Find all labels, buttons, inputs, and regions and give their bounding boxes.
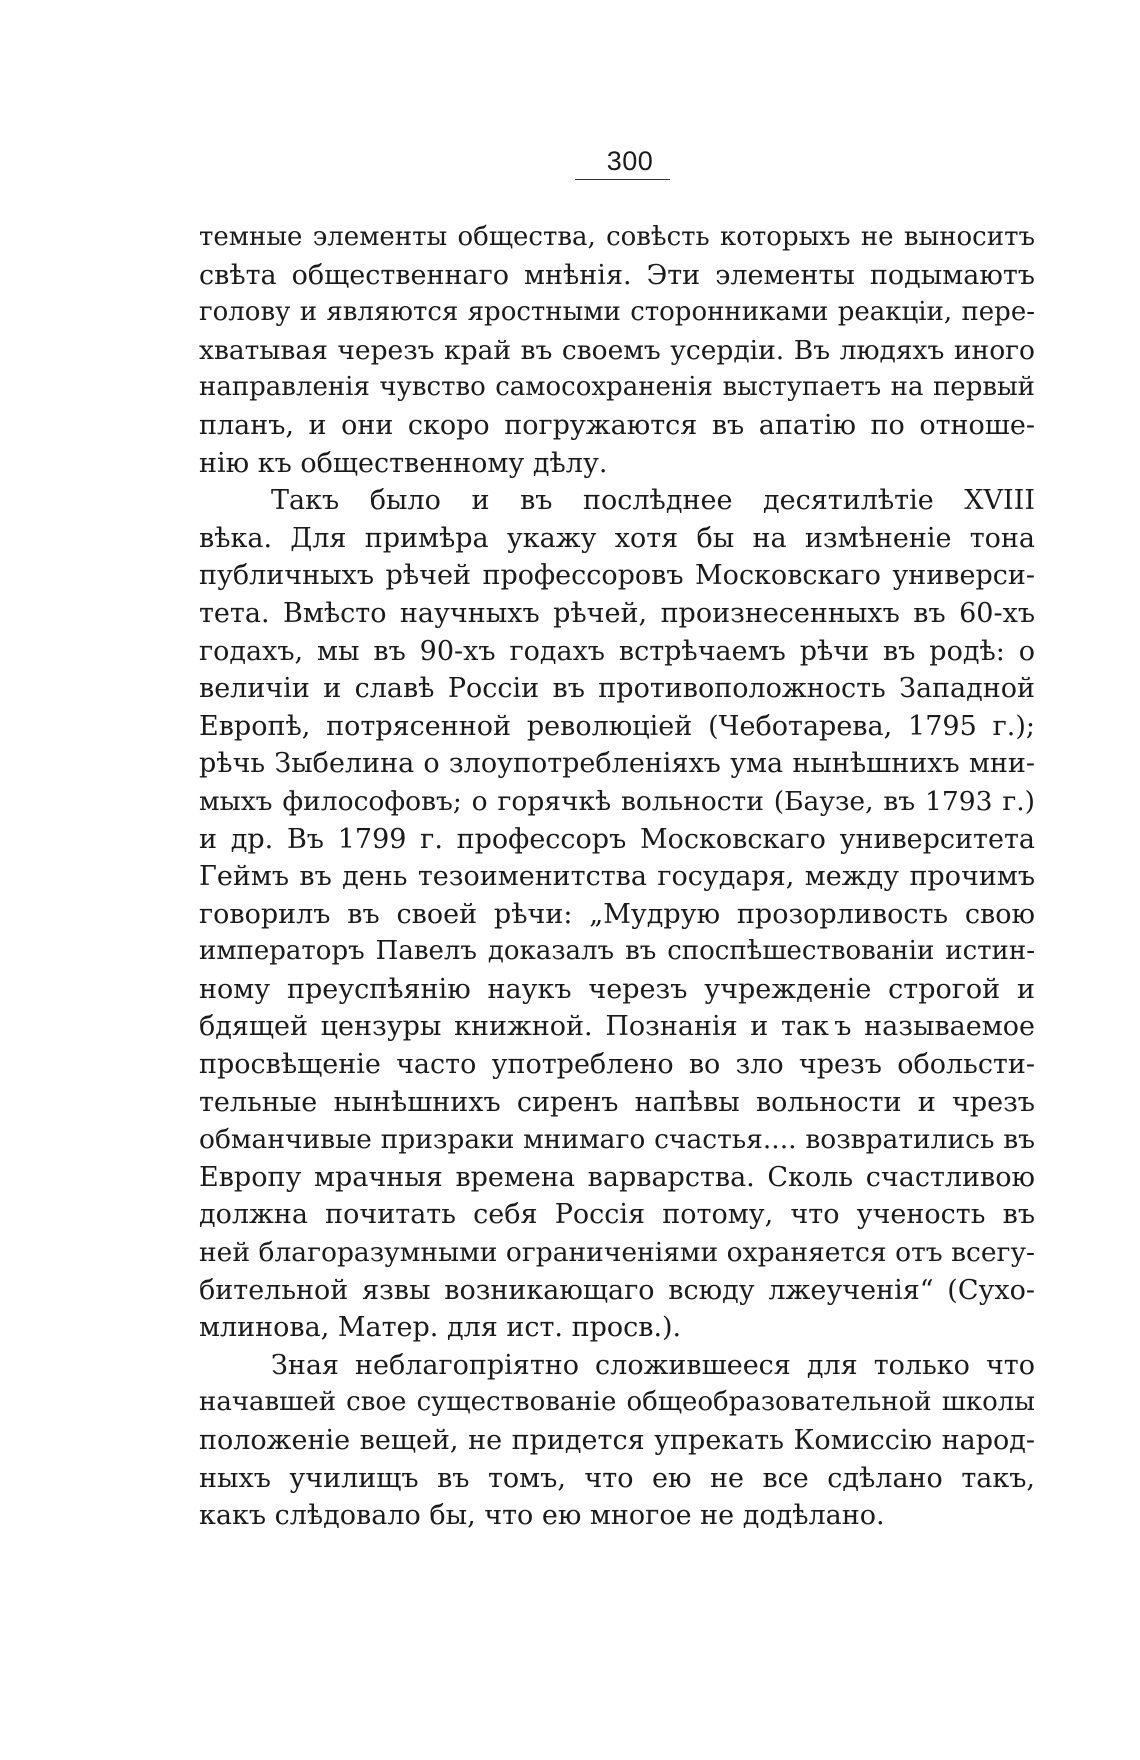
text-line: Зная неблагопріятно сложившееся для только что bbox=[271, 1349, 1035, 1381]
paragraph-1 bbox=[199, 219, 1035, 482]
text-line: бительной язвы возникающаго всюду лжеученія“ (Сухо- bbox=[199, 1274, 1035, 1306]
text-line: какъ слѣдовало бы, что ею многое не додѣлано. bbox=[199, 1500, 885, 1532]
text-line: положеніе вещей, не придется упрекать Комиссію народ- bbox=[199, 1425, 1035, 1456]
text-line: нію къ общественному дѣлу. bbox=[199, 447, 608, 479]
text-line: публичныхъ рѣчей профессоровъ Московскаго универси- bbox=[199, 560, 1035, 592]
text-line: планъ, и они скоро погружаются въ апатію по отноше- bbox=[199, 409, 1035, 441]
text-line: начавшей свое существованіе общеобразовательной школы bbox=[199, 1387, 1035, 1418]
text-line: и др. Въ 1799 г. профессоръ Московскаго университета bbox=[199, 823, 1035, 855]
text-line: мыхъ философовъ; о горячкѣ вольности (Баузе, въ 1793 г.) bbox=[199, 785, 1035, 817]
text-line: свѣта общественнаго мнѣнія. Эти элементы подымаютъ bbox=[199, 259, 1035, 291]
text-line: тета. Вмѣсто научныхъ рѣчей, произнесенныхъ въ 60-хъ bbox=[199, 597, 1035, 629]
text-line: голову и являются яростными сторонниками реакціи, пере- bbox=[199, 297, 1035, 328]
text-line: бдящей цензуры книжной. Познанія и так ъ называемое bbox=[199, 1011, 1035, 1043]
text-line: ному преуспѣянію наукъ черезъ учрежденіе строгой и bbox=[199, 973, 1035, 1005]
text-line: императоръ Павелъ доказалъ въ споспѣшествованіи истин- bbox=[199, 936, 1035, 967]
text-line: ныхъ училищъ въ томъ, что ею не все сдѣлано такъ, bbox=[199, 1462, 1035, 1494]
page-number-rule bbox=[575, 179, 670, 180]
text-line: просвѣщеніе часто употреблено во зло чрезъ обольсти- bbox=[199, 1049, 1035, 1081]
text-line: Европѣ, потрясенной революціей (Чеботарева, 1795 г.); bbox=[199, 710, 1035, 742]
text-line: направленія чувство самосохраненія выступаетъ на первый bbox=[199, 372, 1035, 403]
text-line: должна почитать себя Россія потому, что ученость въ bbox=[199, 1199, 1035, 1231]
text-line: вѣка. Для примѣра укажу хотя бы на измѣненіе тона bbox=[199, 522, 1035, 554]
text-line: Геймъ въ день тезоименитства государя, между прочимъ bbox=[199, 861, 1035, 893]
text-line: величіи и славѣ Россіи въ противоположность Западной bbox=[199, 673, 1035, 705]
text-line: млинова, Матер. для ист. просв.). bbox=[199, 1312, 682, 1344]
text-line: годахъ, мы въ 90-хъ годахъ встрѣчаемъ рѣчи въ родѣ: о bbox=[199, 635, 1035, 667]
paragraph-3 bbox=[199, 1347, 1035, 1535]
paragraph-2 bbox=[199, 482, 1035, 1347]
body-text bbox=[199, 219, 1035, 1535]
text-line: говорилъ въ своей рѣчи: „Мудрую прозорливость свою bbox=[199, 898, 1035, 930]
text-line: обманчивые призраки мнимаго счастья.... возвратились въ bbox=[199, 1124, 1035, 1156]
text-line: тельные нынѣшнихъ сиренъ напѣвы вольности и чрезъ bbox=[199, 1086, 1035, 1118]
text-line: Такъ было и въ послѣднее десятилѣтіе XVIII bbox=[271, 485, 1035, 517]
text-line: ней благоразумными ограниченіями охраняется отъ всегу- bbox=[199, 1237, 1035, 1269]
text-line: темные элементы общества, совѣсть которыхъ не выноситъ bbox=[199, 222, 1035, 252]
page-number: 300 bbox=[606, 146, 654, 176]
text-line: рѣчь Зыбелина о злоупотребленіяхъ ума нынѣшнихъ мни- bbox=[199, 748, 1035, 780]
text-line: Европу мрачныя времена варварства. Сколь счастливою bbox=[199, 1161, 1035, 1193]
text-line: хватывая черезъ край въ своемъ усердіи. Въ людяхъ иного bbox=[199, 334, 1035, 366]
